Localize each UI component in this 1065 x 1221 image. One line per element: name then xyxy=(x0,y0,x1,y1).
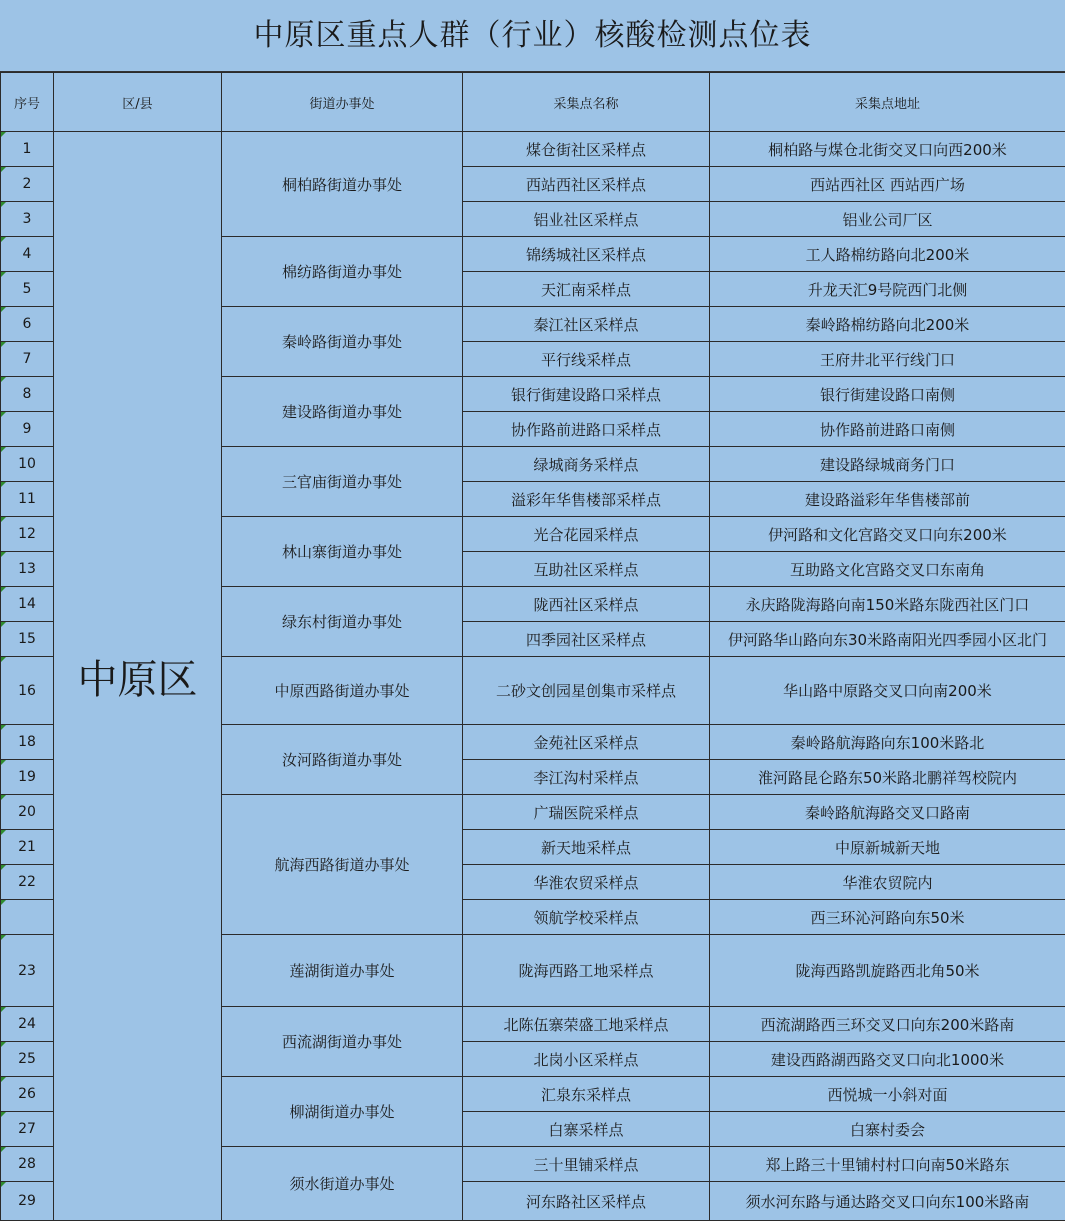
site-name: 白寨采样点 xyxy=(463,1112,710,1147)
row-seq: 28 xyxy=(1,1147,54,1182)
site-address: 秦岭路棉纺路向北200米 xyxy=(710,307,1065,342)
office-cell: 桐柏路街道办事处 xyxy=(222,132,463,237)
site-address: 建设西路湖西路交叉口向北1000米 xyxy=(710,1042,1065,1077)
site-address: 须水河东路与通达路交叉口向东100米路南 xyxy=(710,1182,1065,1221)
site-name: 北陈伍寨荣盛工地采样点 xyxy=(463,1007,710,1042)
site-name: 汇泉东采样点 xyxy=(463,1077,710,1112)
header-site-address: 采集点地址 xyxy=(710,73,1065,132)
site-name: 三十里铺采样点 xyxy=(463,1147,710,1182)
row-seq: 21 xyxy=(1,830,54,865)
row-seq: 27 xyxy=(1,1112,54,1147)
site-name: 广瑞医院采样点 xyxy=(463,795,710,830)
site-address: 中原新城新天地 xyxy=(710,830,1065,865)
site-name: 李江沟村采样点 xyxy=(463,760,710,795)
site-address: 铝业公司厂区 xyxy=(710,202,1065,237)
site-address: 王府井北平行线门口 xyxy=(710,342,1065,377)
site-name: 河东路社区采样点 xyxy=(463,1182,710,1221)
site-name: 光合花园采样点 xyxy=(463,517,710,552)
site-name: 天汇南采样点 xyxy=(463,272,710,307)
site-address: 白寨村委会 xyxy=(710,1112,1065,1147)
row-seq: 20 xyxy=(1,795,54,830)
site-name: 华淮农贸采样点 xyxy=(463,865,710,900)
row-seq: 13 xyxy=(1,552,54,587)
office-cell: 汝河路街道办事处 xyxy=(222,725,463,795)
site-address: 西悦城一小斜对面 xyxy=(710,1077,1065,1112)
row-seq: 18 xyxy=(1,725,54,760)
site-address: 协作路前进路口南侧 xyxy=(710,412,1065,447)
office-cell: 棉纺路街道办事处 xyxy=(222,237,463,307)
site-name: 平行线采样点 xyxy=(463,342,710,377)
site-name: 金苑社区采样点 xyxy=(463,725,710,760)
row-seq: 3 xyxy=(1,202,54,237)
row-seq: 25 xyxy=(1,1042,54,1077)
site-address: 西站西社区 西站西广场 xyxy=(710,167,1065,202)
office-cell: 须水街道办事处 xyxy=(222,1147,463,1221)
office-cell: 中原西路街道办事处 xyxy=(222,657,463,725)
site-address: 建设路溢彩年华售楼部前 xyxy=(710,482,1065,517)
row-seq: 6 xyxy=(1,307,54,342)
site-address: 华山路中原路交叉口向南200米 xyxy=(710,657,1065,725)
page-title: 中原区重点人群（行业）核酸检测点位表 xyxy=(0,0,1065,72)
site-address: 银行街建设路口南侧 xyxy=(710,377,1065,412)
site-address: 华淮农贸院内 xyxy=(710,865,1065,900)
site-address: 陇海西路凯旋路西北角50米 xyxy=(710,935,1065,1007)
header-district: 区/县 xyxy=(54,73,222,132)
office-cell: 柳湖街道办事处 xyxy=(222,1077,463,1147)
site-name: 溢彩年华售楼部采样点 xyxy=(463,482,710,517)
site-name: 领航学校采样点 xyxy=(463,900,710,935)
site-name: 四季园社区采样点 xyxy=(463,622,710,657)
site-address: 互助路文化宫路交叉口东南角 xyxy=(710,552,1065,587)
row-seq: 4 xyxy=(1,237,54,272)
site-address: 秦岭路航海路向东100米路北 xyxy=(710,725,1065,760)
office-cell: 秦岭路街道办事处 xyxy=(222,307,463,377)
office-cell: 绿东村街道办事处 xyxy=(222,587,463,657)
table-row xyxy=(1,132,1065,167)
row-seq: 12 xyxy=(1,517,54,552)
row-seq: 11 xyxy=(1,482,54,517)
row-seq: 15 xyxy=(1,622,54,657)
header-seq: 序号 xyxy=(1,73,54,132)
site-name: 协作路前进路口采样点 xyxy=(463,412,710,447)
row-seq: 1 xyxy=(1,132,54,167)
site-name: 铝业社区采样点 xyxy=(463,202,710,237)
site-address: 郑上路三十里铺村村口向南50米路东 xyxy=(710,1147,1065,1182)
site-name: 互助社区采样点 xyxy=(463,552,710,587)
site-address: 秦岭路航海路交叉口路南 xyxy=(710,795,1065,830)
office-cell: 建设路街道办事处 xyxy=(222,377,463,447)
site-address: 伊河路华山路向东30米路南阳光四季园小区北门 xyxy=(710,622,1065,657)
site-address: 西三环沁河路向东50米 xyxy=(710,900,1065,935)
office-cell: 航海西路街道办事处 xyxy=(222,795,463,935)
row-seq: 7 xyxy=(1,342,54,377)
row-seq: 5 xyxy=(1,272,54,307)
site-address: 淮河路昆仑路东50米路北鹏祥驾校院内 xyxy=(710,760,1065,795)
row-seq xyxy=(1,900,54,935)
header-row xyxy=(1,73,1065,132)
site-address: 建设路绿城商务门口 xyxy=(710,447,1065,482)
row-seq: 10 xyxy=(1,447,54,482)
site-address: 升龙天汇9号院西门北侧 xyxy=(710,272,1065,307)
site-address: 桐柏路与煤仓北街交叉口向西200米 xyxy=(710,132,1065,167)
testing-site-table xyxy=(0,72,1065,1221)
site-name: 煤仓街社区采样点 xyxy=(463,132,710,167)
row-seq: 26 xyxy=(1,1077,54,1112)
header-office: 街道办事处 xyxy=(222,73,463,132)
site-name: 西站西社区采样点 xyxy=(463,167,710,202)
site-name: 北岗小区采样点 xyxy=(463,1042,710,1077)
row-seq: 22 xyxy=(1,865,54,900)
row-seq: 8 xyxy=(1,377,54,412)
site-name: 银行街建设路口采样点 xyxy=(463,377,710,412)
site-name: 新天地采样点 xyxy=(463,830,710,865)
row-seq: 29 xyxy=(1,1182,54,1221)
row-seq: 16 xyxy=(1,657,54,725)
office-cell: 三官庙街道办事处 xyxy=(222,447,463,517)
district-cell: 中原区 xyxy=(54,132,222,1221)
row-seq: 9 xyxy=(1,412,54,447)
row-seq: 24 xyxy=(1,1007,54,1042)
row-seq: 23 xyxy=(1,935,54,1007)
row-seq: 19 xyxy=(1,760,54,795)
site-address: 工人路棉纺路向北200米 xyxy=(710,237,1065,272)
site-name: 秦江社区采样点 xyxy=(463,307,710,342)
site-address: 伊河路和文化宫路交叉口向东200米 xyxy=(710,517,1065,552)
site-address: 永庆路陇海路向南150米路东陇西社区门口 xyxy=(710,587,1065,622)
header-site-name: 采集点名称 xyxy=(463,73,710,132)
row-seq: 2 xyxy=(1,167,54,202)
site-address: 西流湖路西三环交叉口向东200米路南 xyxy=(710,1007,1065,1042)
row-seq: 14 xyxy=(1,587,54,622)
office-cell: 西流湖街道办事处 xyxy=(222,1007,463,1077)
office-cell: 莲湖街道办事处 xyxy=(222,935,463,1007)
site-name: 绿城商务采样点 xyxy=(463,447,710,482)
site-name: 陇西社区采样点 xyxy=(463,587,710,622)
site-name: 陇海西路工地采样点 xyxy=(463,935,710,1007)
site-name: 锦绣城社区采样点 xyxy=(463,237,710,272)
office-cell: 林山寨街道办事处 xyxy=(222,517,463,587)
site-name: 二砂文创园星创集市采样点 xyxy=(463,657,710,725)
